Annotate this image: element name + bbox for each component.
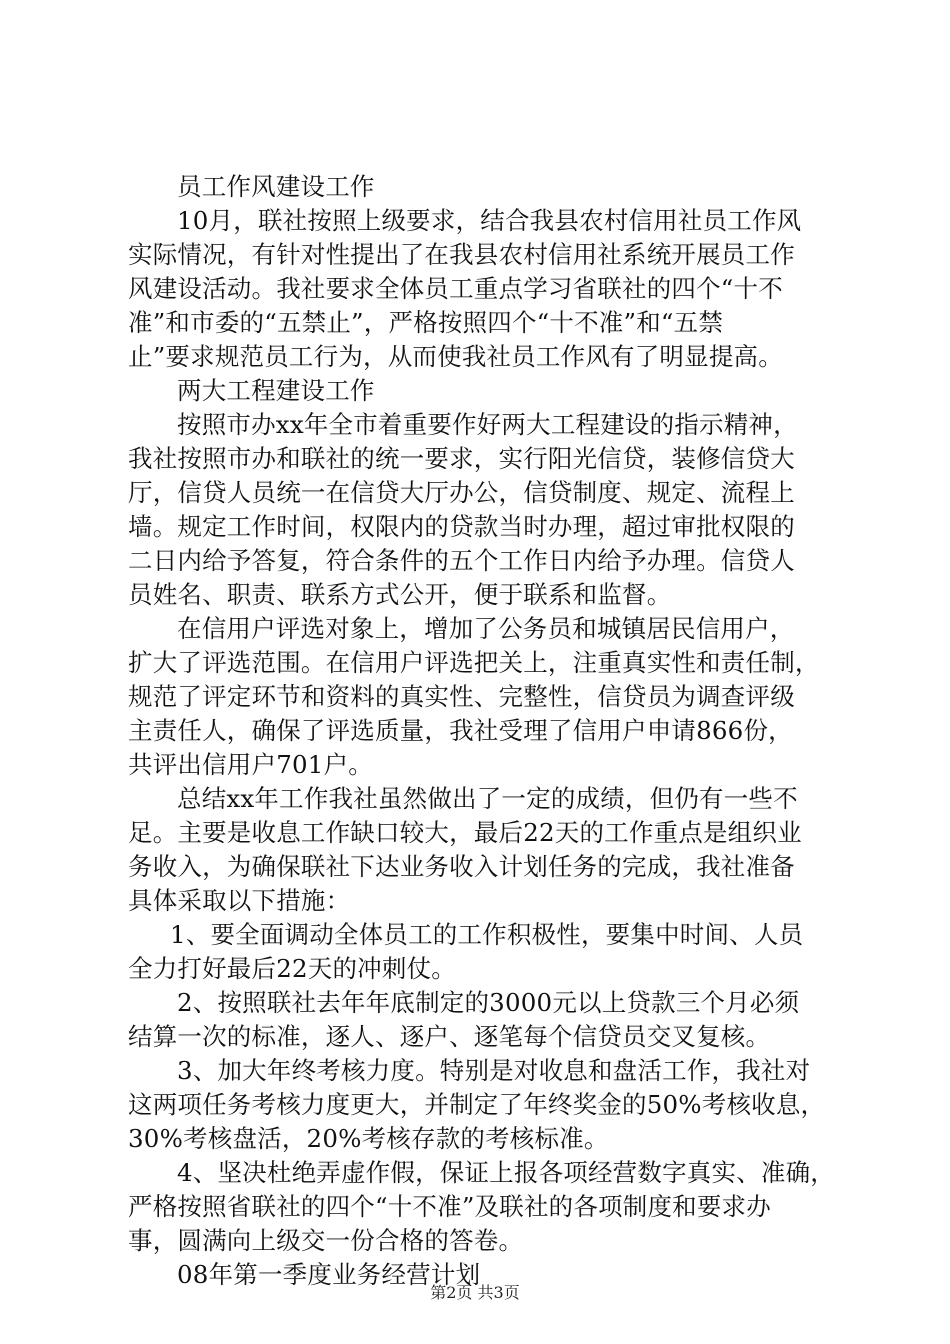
paragraph-line: 足。主要是收息工作缺口较大，最后22天的工作重点是组织业 — [128, 818, 802, 847]
section-heading: 08年第一季度业务经营计划 — [177, 1260, 481, 1289]
paragraph-line: 在信用户评选对象上，增加了公务员和城镇居民信用户， — [177, 614, 795, 643]
document-body — [128, 170, 835, 1292]
paragraph-line: 共评出信用户701户。 — [128, 750, 373, 779]
section-heading: 两大工程建设工作 — [177, 376, 375, 405]
paragraph-line: 10月，联社按照上级要求，结合我县农村信用社员工作风 — [177, 206, 802, 235]
list-item-line: 严格按照省联社的四个“十不准”及联社的各项制度和要求办 — [128, 1192, 771, 1221]
paragraph-line: 风建设活动。我社要求全体员工重点学习省联社的四个“十不 — [128, 274, 783, 303]
list-item-line: 这两项任务考核力度更大，并制定了年终奖金的50%考核收息， — [128, 1090, 826, 1119]
paragraph-line: 止”要求规范员工行为，从而使我社员工作风有了明显提高。 — [128, 342, 783, 371]
list-item-line: 1、要全面调动全体员工的工作积极性，要集中时间、人员 — [170, 920, 804, 949]
paragraph-line: 具体采取以下措施： — [128, 886, 351, 915]
paragraph-line: 务收入，为确保联社下达业务收入计划任务的完成，我社准备 — [128, 852, 795, 881]
page-number-footer: 第2页 共3页 — [430, 1283, 520, 1302]
paragraph-line: 扩大了评选范围。在信用户评选把关上，注重真实性和责任制， — [128, 648, 820, 677]
list-item-line: 结算一次的标准，逐人、逐户、逐笔每个信贷员交叉复核。 — [128, 1022, 771, 1051]
paragraph-line: 我社按照市办和联社的统一要求，实行阳光信贷，装修信贷大 — [128, 444, 795, 473]
list-item-line: 事，圆满向上级交一份合格的答卷。 — [128, 1226, 524, 1255]
list-item-line: 全力打好最后22天的冲刺仗。 — [128, 954, 456, 983]
paragraph-line: 厅，信贷人员统一在信贷大厅办公，信贷制度、规定、流程上 — [128, 478, 795, 507]
list-item-line: 3、加大年终考核力度。特别是对收息和盘活工作，我社对 — [177, 1056, 811, 1085]
paragraph-line: 准”和市委的“五禁止”，严格按照四个“十不准”和“五禁 — [128, 308, 724, 337]
paragraph-line: 规范了评定环节和资料的真实性、完整性，信贷员为调查评级 — [128, 682, 795, 711]
paragraph-line: 总结xx年工作我社虽然做出了一定的成绩，但仍有一些不 — [177, 784, 798, 813]
paragraph-line: 员姓名、职责、联系方式公开，便于联系和监督。 — [128, 580, 672, 609]
paragraph-line: 按照市办xx年全市着重要作好两大工程建设的指示精神， — [177, 410, 798, 439]
list-item-line: 4、坚决杜绝弄虚作假，保证上报各项经营数字真实、准确， — [177, 1158, 835, 1187]
list-item-line: 30%考核盘活，20%考核存款的考核标准。 — [128, 1124, 609, 1153]
paragraph-line: 主责任人，确保了评选质量，我社受理了信用户申请866份， — [128, 716, 793, 745]
paragraph-line: 二日内给予答复，符合条件的五个工作日内给予办理。信贷人 — [128, 546, 795, 575]
section-heading: 员工作风建设工作 — [177, 172, 375, 201]
list-item-line: 2、按照联社去年年底制定的3000元以上贷款三个月必须 — [177, 988, 800, 1017]
paragraph-line: 实际情况，有针对性提出了在我县农村信用社系统开展员工作 — [128, 240, 795, 269]
paragraph-line: 墙。规定工作时间，权限内的贷款当时办理，超过审批权限的 — [128, 512, 795, 541]
